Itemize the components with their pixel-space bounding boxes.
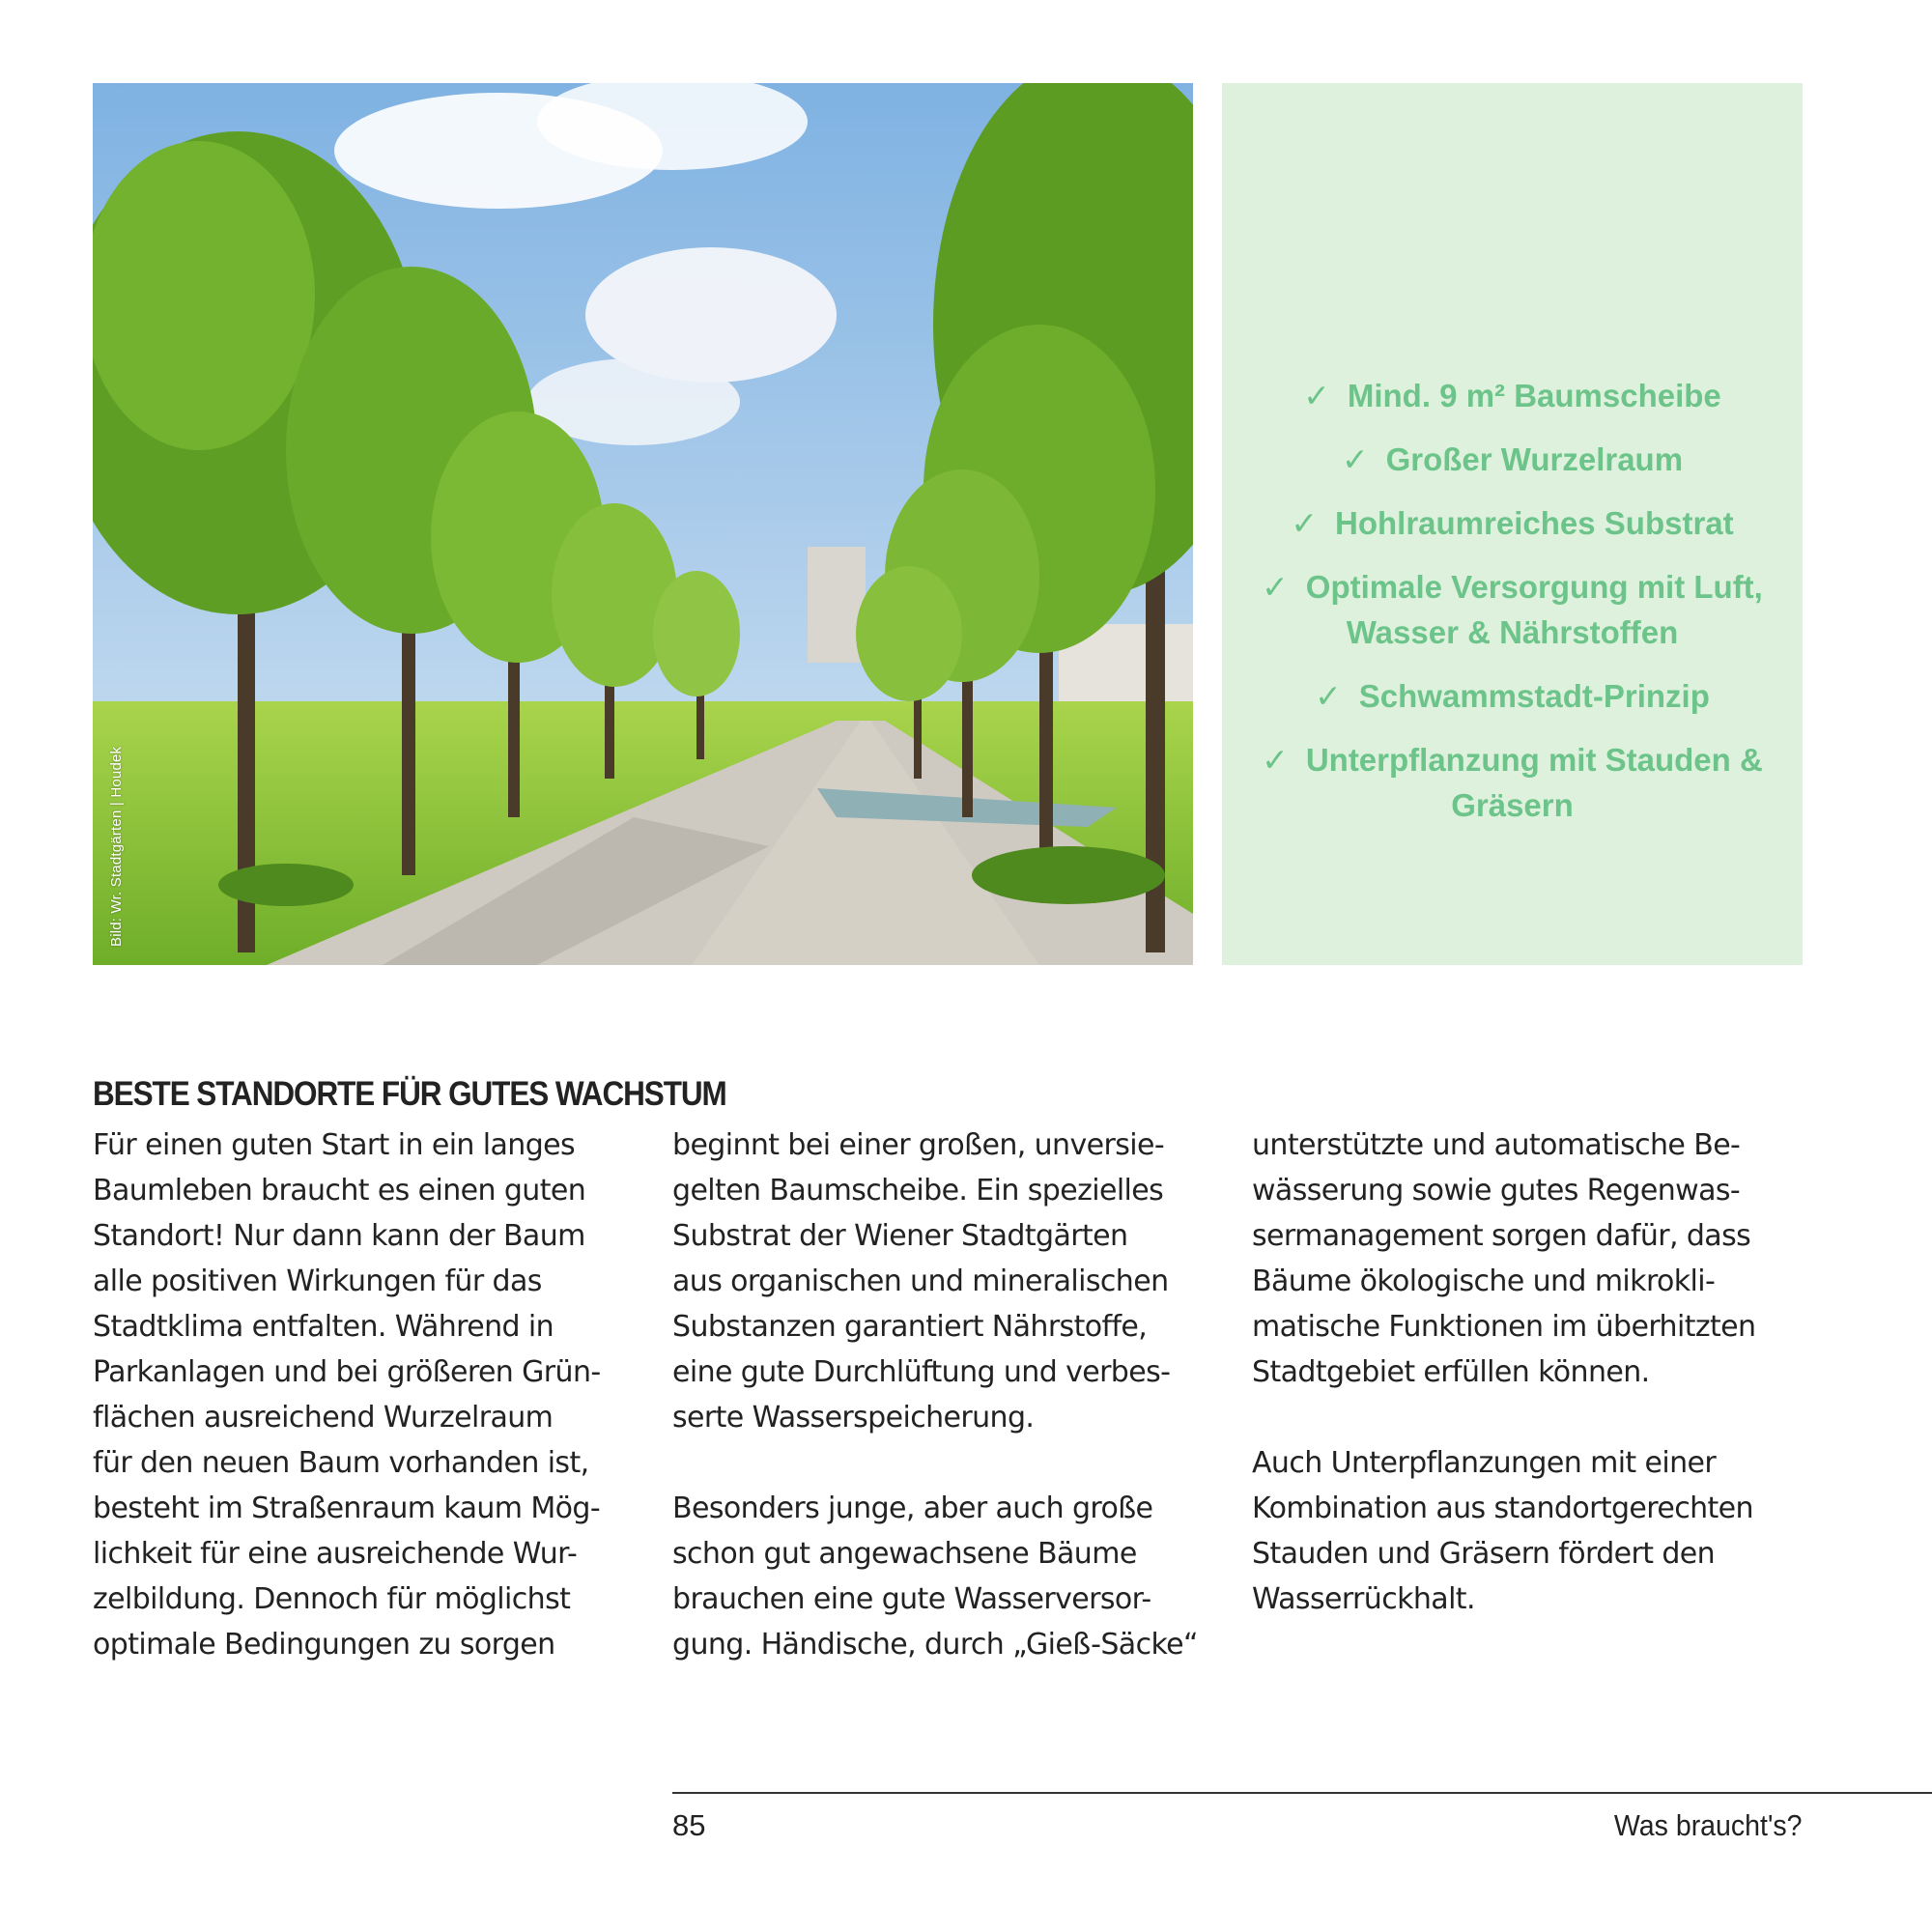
text-line: alle positiven Wirkungen für das (93, 1264, 542, 1298)
paragraph-gap (1252, 1395, 1822, 1440)
text-line: brauchen eine gute Wasserversor- (672, 1582, 1151, 1616)
text-line: Standort! Nur dann kann der Baum (93, 1219, 585, 1253)
checkmark-icon: ✓ (1315, 678, 1342, 714)
checklist-item (1222, 373, 1803, 418)
body-column-2 (672, 1122, 1242, 1667)
checklist-item-text: Mind. 9 m² Baumscheibe (1347, 378, 1721, 413)
photo-illustration (93, 83, 1193, 965)
checkmark-icon: ✓ (1262, 569, 1289, 605)
text-line: Substanzen garantiert Nährstoffe, (672, 1310, 1148, 1344)
checklist-item-text-continued: Wasser & Nährstoffen (1346, 614, 1679, 650)
text-line: wässerung sowie gutes Regenwas- (1252, 1174, 1741, 1208)
text-line: besteht im Straßenraum kaum Mög- (93, 1492, 601, 1525)
text-line: aus organischen und mineralischen (672, 1264, 1169, 1298)
requirements-panel (1222, 83, 1803, 965)
checkmark-icon: ✓ (1262, 742, 1289, 778)
checklist-item (1222, 564, 1803, 655)
checklist-item-text: Hohlraumreiches Substrat (1335, 505, 1734, 541)
checklist-item (1222, 673, 1803, 719)
text-line: Stauden und Gräsern fördert den (1252, 1537, 1716, 1571)
running-title: Was braucht's? (1614, 1808, 1803, 1842)
text-line: gelten Baumscheibe. Ein spezielles (672, 1174, 1164, 1208)
checkmark-icon: ✓ (1291, 505, 1319, 541)
checklist-item-text: Unterpflanzung mit Stauden & (1305, 742, 1763, 778)
text-line: lichkeit für eine ausreichende Wur- (93, 1537, 578, 1571)
text-line: sermanagement sorgen dafür, dass (1252, 1219, 1751, 1253)
section-heading: BESTE STANDORTE FÜR GUTES WACHSTUM (93, 1075, 726, 1113)
text-line: Wasserrückhalt. (1252, 1582, 1475, 1616)
text-line: Bäume ökologische und mikrokli- (1252, 1264, 1716, 1298)
text-line: Parkanlagen und bei größeren Grün- (93, 1355, 601, 1389)
text-line: Kombination aus standortgerechten (1252, 1492, 1753, 1525)
text-line: optimale Bedingungen zu sorgen (93, 1628, 555, 1662)
text-line: Besonders junge, aber auch große (672, 1492, 1153, 1525)
text-line: Für einen guten Start in ein langes (93, 1128, 576, 1162)
page-number: 85 (672, 1808, 706, 1842)
text-line: Stadtgebiet erfüllen können. (1252, 1355, 1650, 1389)
text-line: Stadtklima entfalten. Während in (93, 1310, 554, 1344)
text-line: Substrat der Wiener Stadtgärten (672, 1219, 1128, 1253)
checklist-item (1222, 500, 1803, 546)
text-line: Auch Unterpflanzungen mit einer (1252, 1446, 1717, 1480)
requirements-checklist (1222, 373, 1803, 846)
paragraph-gap (672, 1440, 1242, 1486)
text-line: unterstützte und automatische Be- (1252, 1128, 1741, 1162)
checklist-item (1222, 437, 1803, 482)
text-line: zelbildung. Dennoch für möglichst (93, 1582, 571, 1616)
checklist-item-text: Großer Wurzelraum (1385, 441, 1684, 477)
text-line: matische Funktionen im überhitzten (1252, 1310, 1756, 1344)
text-line: für den neuen Baum vorhanden ist, (93, 1446, 589, 1480)
text-line: flächen ausreichend Wurzelraum (93, 1401, 554, 1435)
checklist-item-text: Schwammstadt-Prinzip (1358, 678, 1710, 714)
body-column-1 (93, 1122, 663, 1667)
text-line: schon gut angewachsene Bäume (672, 1537, 1137, 1571)
checkmark-icon: ✓ (1303, 378, 1330, 413)
text-line: eine gute Durchlüftung und verbes- (672, 1355, 1171, 1389)
checkmark-icon: ✓ (1341, 441, 1369, 477)
body-column-3 (1252, 1122, 1822, 1622)
footer-rule (672, 1792, 1932, 1794)
checklist-item-text: Optimale Versorgung mit Luft, (1305, 569, 1763, 605)
text-line: gung. Händische, durch „Gieß-Säcke“ (672, 1628, 1198, 1662)
photo-credit: Bild: Wr. Stadtgärten | Houdek (108, 746, 125, 947)
text-line: beginnt bei einer großen, unversie- (672, 1128, 1165, 1162)
checklist-item (1222, 737, 1803, 828)
checklist-item-text-continued: Gräsern (1451, 787, 1574, 823)
park-avenue-photo (93, 83, 1193, 965)
text-line: serte Wasserspeicherung. (672, 1401, 1035, 1435)
text-line: Baumleben braucht es einen guten (93, 1174, 586, 1208)
